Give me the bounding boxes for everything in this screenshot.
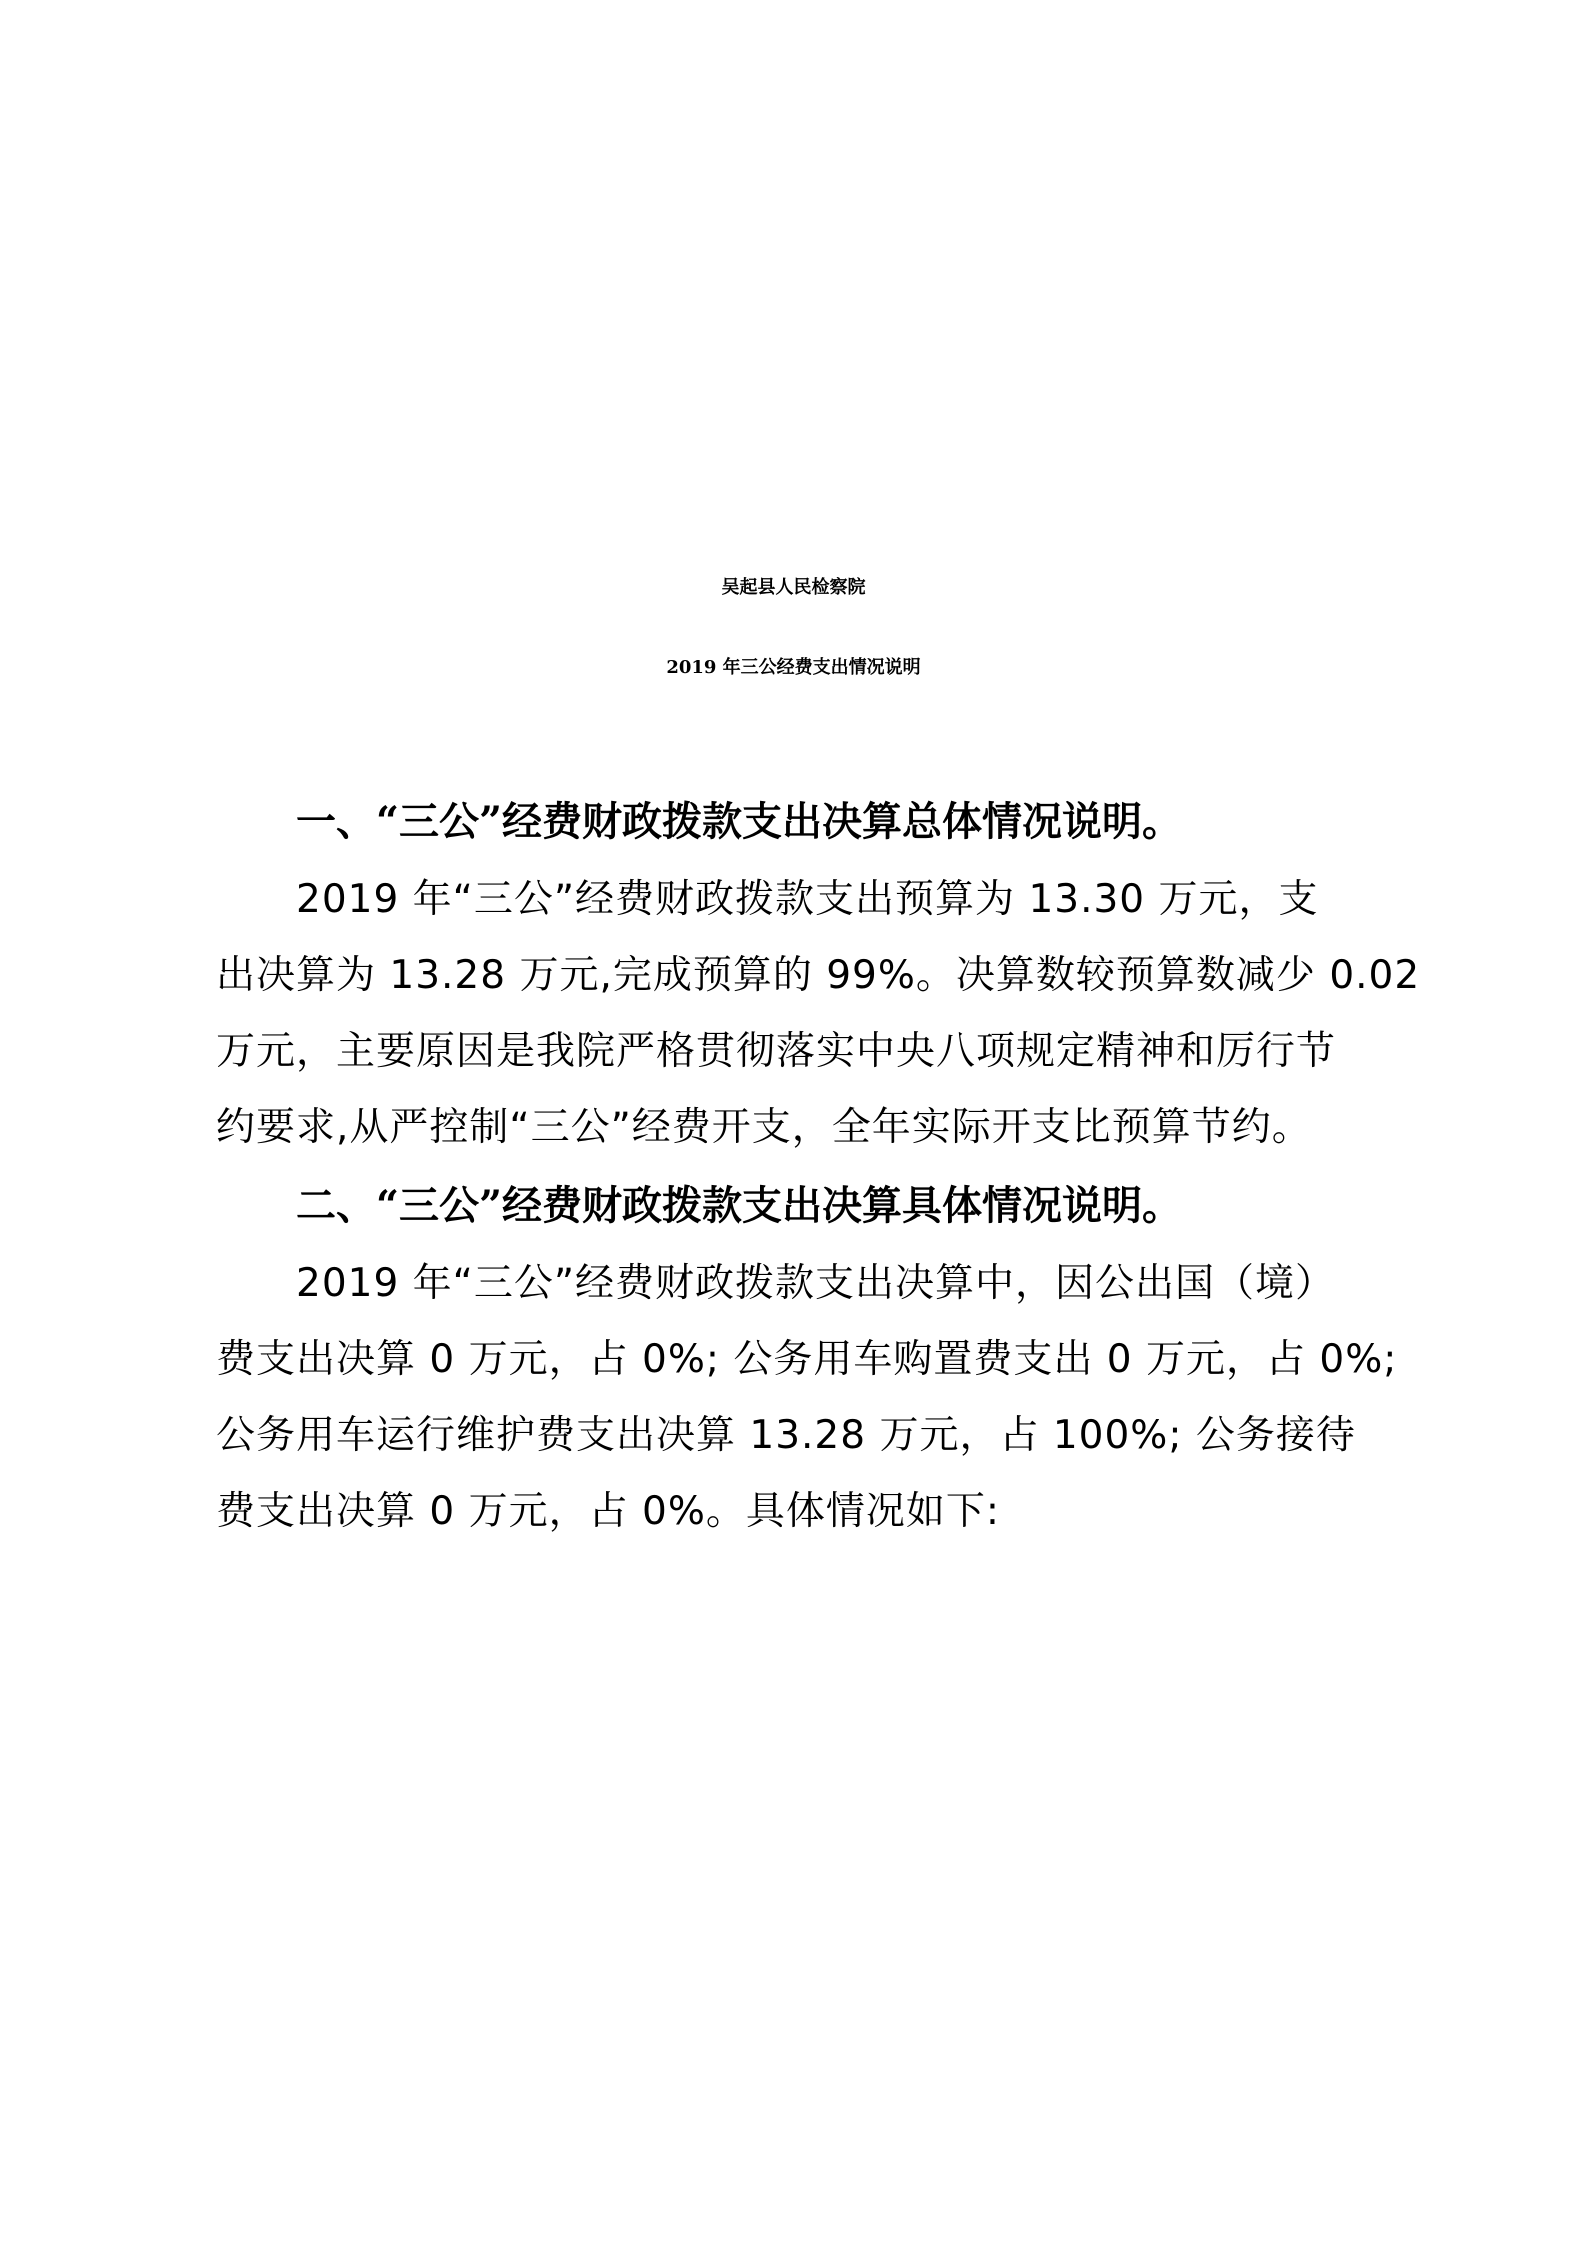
document-title-line-2: 2019 年三公经费支出情况说明: [666, 657, 921, 678]
section-1-paragraph-line: 2019 年“三公”经费财政拨款支出预算为 13.30 万元，支: [296, 877, 1319, 922]
section-1-paragraph-line: 出决算为 13.28 万元,完成预算的 99%。决算数较预算数减少 0.02: [216, 953, 1421, 998]
section-2-paragraph-line: 费支出决算 0 万元，占 0%; 公务用车购置费支出 0 万元，占 0%;: [216, 1337, 1398, 1382]
section-1-heading: 一、“三公”经费财政拨款支出决算总体情况说明。: [296, 798, 1183, 845]
section-1-paragraph-line: 约要求,从严控制“三公”经费开支，全年实际开支比预算节约。: [216, 1105, 1312, 1150]
section-2-heading: 二、“三公”经费财政拨款支出决算具体情况说明。: [296, 1182, 1183, 1229]
section-2-paragraph-line: 费支出决算 0 万元，占 0%。具体情况如下:: [216, 1489, 1001, 1534]
section-1-paragraph-line: 万元，主要原因是我院严格贯彻落实中央八项规定精神和厉行节: [216, 1029, 1337, 1074]
document-title-line-1: 吴起县人民检察院: [721, 577, 866, 598]
section-2-paragraph-line: 公务用车运行维护费支出决算 13.28 万元，占 100%; 公务接待: [216, 1413, 1356, 1458]
section-2-paragraph-line: 2019 年“三公”经费财政拨款支出决算中，因公出国（境）: [296, 1261, 1336, 1306]
